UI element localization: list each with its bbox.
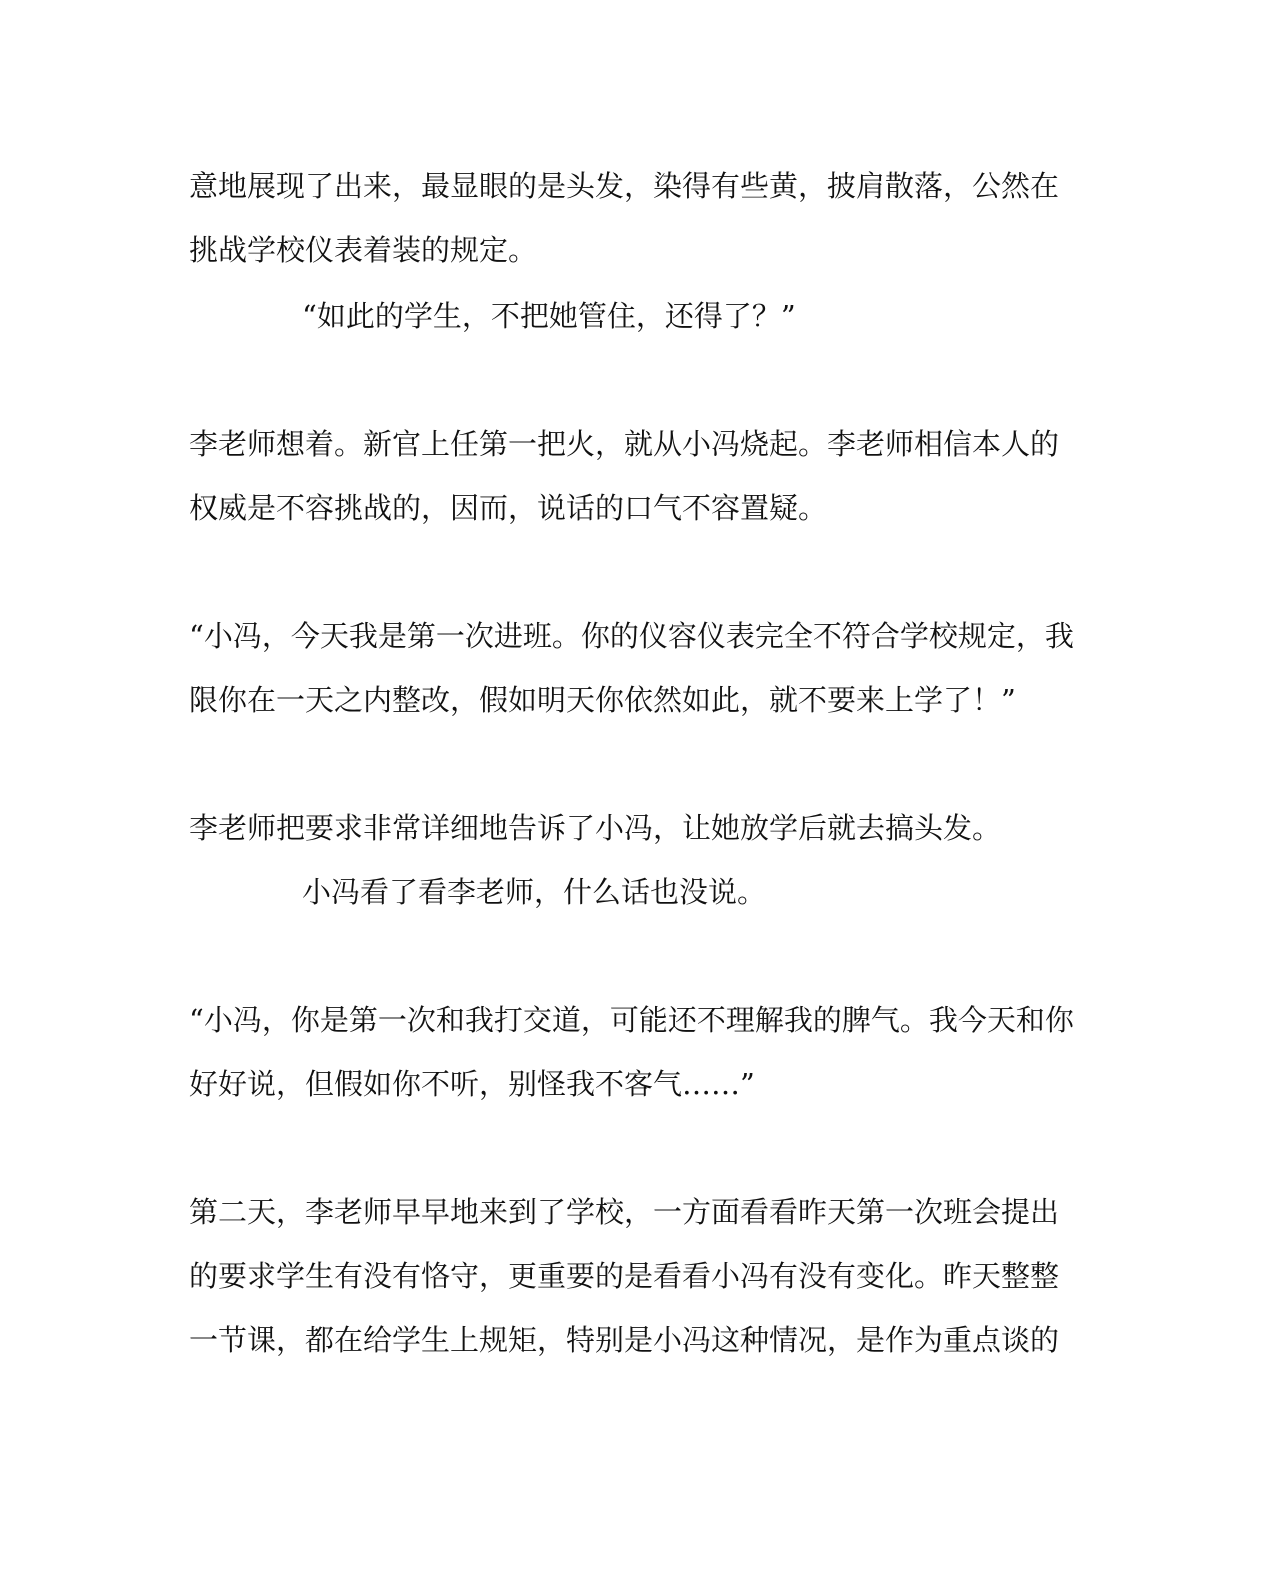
- text-line: 一节课，都在给学生上规矩，特别是小冯这种情况，是作为重点谈的: [189, 1323, 1060, 1357]
- text-line: 意地展现了出来，最显眼的是头发，染得有些黄，披肩散落，公然在: [189, 169, 1060, 203]
- text-line: “如此的学生，不把她管住，还得了？”: [302, 299, 796, 333]
- text-line: 挑战学校仪表着装的规定。: [189, 233, 538, 267]
- text-line: 小冯看了看李老师，什么话也没说。: [302, 875, 767, 909]
- text-line: “小冯，今天我是第一次进班。你的仪容仪表完全不符合学校规定，我: [189, 619, 1074, 653]
- text-line: 第二天，李老师早早地来到了学校，一方面看看昨天第一次班会提出: [189, 1195, 1060, 1229]
- text-line: 李老师把要求非常详细地告诉了小冯，让她放学后就去搞头发。: [189, 811, 1002, 845]
- text-line: 好好说，但假如你不听，别怪我不客气……”: [189, 1067, 755, 1101]
- text-line: 李老师想着。新官上任第一把火，就从小冯烧起。李老师相信本人的: [189, 427, 1060, 461]
- text-line: 权威是不容挑战的，因而，说话的口气不容置疑。: [189, 491, 828, 525]
- text-line: 的要求学生有没有恪守，更重要的是看看小冯有没有变化。昨天整整: [189, 1259, 1060, 1293]
- text-line: 限你在一天之内整改，假如明天你依然如此，就不要来上学了！”: [189, 683, 1016, 717]
- text-line: “小冯，你是第一次和我打交道，可能还不理解我的脾气。我今天和你: [189, 1003, 1074, 1037]
